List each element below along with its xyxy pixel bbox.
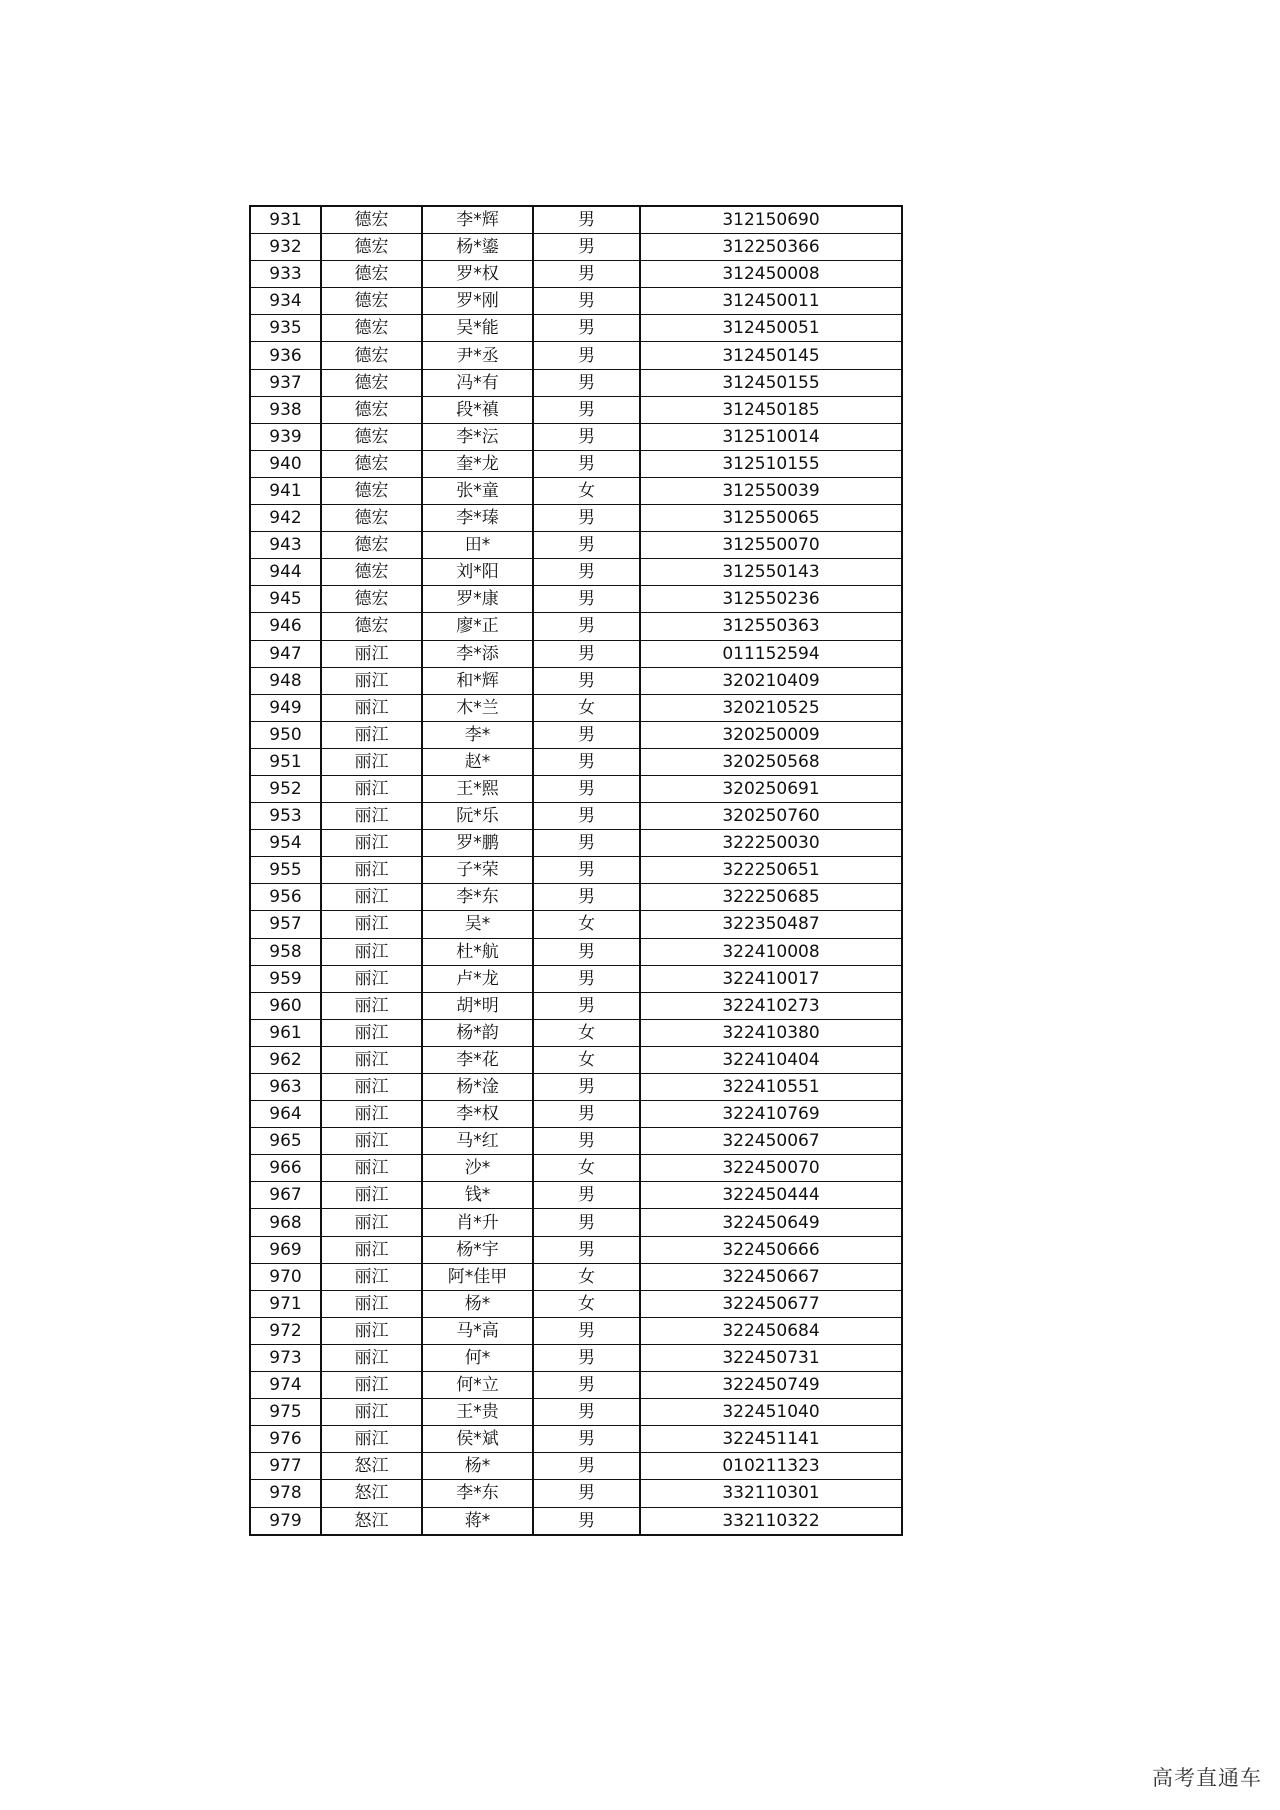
gender-cell: 男 (533, 559, 640, 586)
gender-cell: 男 (533, 1101, 640, 1128)
name-cell: 田* (422, 532, 533, 559)
table-row (250, 938, 902, 965)
name-cell: 蒋* (422, 1507, 533, 1535)
id-number-cell: 322250685 (640, 884, 902, 911)
name-cell: 钱* (422, 1182, 533, 1209)
gender-cell: 男 (533, 965, 640, 992)
id-number-cell: 312450051 (640, 315, 902, 342)
id-number-cell: 320210409 (640, 667, 902, 694)
name-cell: 肖*升 (422, 1209, 533, 1236)
table-row (250, 1155, 902, 1182)
id-number-cell: 312510155 (640, 450, 902, 477)
row-number-cell: 961 (250, 1019, 321, 1046)
gender-cell: 女 (533, 1019, 640, 1046)
gender-cell: 男 (533, 532, 640, 559)
id-number-cell: 322410769 (640, 1101, 902, 1128)
table-row (250, 396, 902, 423)
row-number-cell: 932 (250, 234, 321, 261)
name-cell: 胡*明 (422, 992, 533, 1019)
region-cell: 德宏 (321, 206, 422, 234)
table-row (250, 1317, 902, 1344)
watermark-text: 高考直通车 (1152, 1766, 1262, 1790)
table-row (250, 1453, 902, 1480)
row-number-cell: 937 (250, 369, 321, 396)
row-number-cell: 958 (250, 938, 321, 965)
gender-cell: 男 (533, 613, 640, 640)
name-cell: 和*辉 (422, 667, 533, 694)
region-cell: 丽江 (321, 1209, 422, 1236)
region-cell: 丽江 (321, 775, 422, 802)
table-row (250, 1101, 902, 1128)
region-cell: 怒江 (321, 1507, 422, 1535)
name-cell: 罗*刚 (422, 288, 533, 315)
name-cell: 罗*权 (422, 261, 533, 288)
id-number-cell: 322450749 (640, 1372, 902, 1399)
id-number-cell: 322451141 (640, 1426, 902, 1453)
gender-cell: 男 (533, 288, 640, 315)
gender-cell: 男 (533, 1344, 640, 1371)
region-cell: 丽江 (321, 1317, 422, 1344)
id-number-cell: 322451040 (640, 1399, 902, 1426)
row-number-cell: 940 (250, 450, 321, 477)
region-cell: 丽江 (321, 884, 422, 911)
name-cell: 冯*有 (422, 369, 533, 396)
region-cell: 丽江 (321, 1236, 422, 1263)
name-cell: 杜*航 (422, 938, 533, 965)
table-row (250, 315, 902, 342)
name-cell: 罗*鹏 (422, 830, 533, 857)
region-cell: 德宏 (321, 423, 422, 450)
table-row (250, 288, 902, 315)
gender-cell: 男 (533, 423, 640, 450)
id-number-cell: 322450649 (640, 1209, 902, 1236)
name-cell: 何* (422, 1344, 533, 1371)
name-cell: 杨*韵 (422, 1019, 533, 1046)
region-cell: 德宏 (321, 477, 422, 504)
row-number-cell: 947 (250, 640, 321, 667)
gender-cell: 男 (533, 450, 640, 477)
row-number-cell: 936 (250, 342, 321, 369)
id-number-cell: 312450145 (640, 342, 902, 369)
id-number-cell: 320250009 (640, 721, 902, 748)
name-cell: 子*荣 (422, 857, 533, 884)
gender-cell: 女 (533, 477, 640, 504)
row-number-cell: 946 (250, 613, 321, 640)
row-number-cell: 938 (250, 396, 321, 423)
region-cell: 丽江 (321, 1372, 422, 1399)
name-cell: 杨* (422, 1453, 533, 1480)
region-cell: 丽江 (321, 830, 422, 857)
name-cell: 卢*龙 (422, 965, 533, 992)
region-cell: 丽江 (321, 803, 422, 830)
id-number-cell: 322250030 (640, 830, 902, 857)
name-cell: 尹*丞 (422, 342, 533, 369)
region-cell: 丽江 (321, 1019, 422, 1046)
region-cell: 德宏 (321, 450, 422, 477)
id-number-cell: 322450067 (640, 1128, 902, 1155)
region-cell: 丽江 (321, 857, 422, 884)
region-cell: 丽江 (321, 1399, 422, 1426)
gender-cell: 男 (533, 505, 640, 532)
name-cell: 奎*龙 (422, 450, 533, 477)
table-row (250, 206, 902, 234)
gender-cell: 女 (533, 1046, 640, 1073)
table-row (250, 775, 902, 802)
gender-cell: 男 (533, 1480, 640, 1507)
roster-body (250, 206, 902, 1535)
table-row (250, 342, 902, 369)
gender-cell: 男 (533, 1317, 640, 1344)
region-cell: 丽江 (321, 1290, 422, 1317)
row-number-cell: 964 (250, 1101, 321, 1128)
row-number-cell: 971 (250, 1290, 321, 1317)
name-cell: 李* (422, 721, 533, 748)
row-number-cell: 939 (250, 423, 321, 450)
name-cell: 沙* (422, 1155, 533, 1182)
region-cell: 德宏 (321, 315, 422, 342)
gender-cell: 男 (533, 938, 640, 965)
id-number-cell: 320210525 (640, 694, 902, 721)
gender-cell: 男 (533, 342, 640, 369)
id-number-cell: 320250760 (640, 803, 902, 830)
table-row (250, 369, 902, 396)
region-cell: 丽江 (321, 1426, 422, 1453)
table-row (250, 1074, 902, 1101)
row-number-cell: 972 (250, 1317, 321, 1344)
name-cell: 李*东 (422, 884, 533, 911)
gender-cell: 男 (533, 315, 640, 342)
row-number-cell: 950 (250, 721, 321, 748)
row-number-cell: 963 (250, 1074, 321, 1101)
table-row (250, 1263, 902, 1290)
id-number-cell: 312550363 (640, 613, 902, 640)
table-row (250, 586, 902, 613)
id-number-cell: 312550143 (640, 559, 902, 586)
table-row (250, 748, 902, 775)
id-number-cell: 312150690 (640, 206, 902, 234)
id-number-cell: 322450444 (640, 1182, 902, 1209)
id-number-cell: 322450731 (640, 1344, 902, 1371)
id-number-cell: 011152594 (640, 640, 902, 667)
row-number-cell: 933 (250, 261, 321, 288)
table-row (250, 965, 902, 992)
student-roster-table (249, 205, 903, 1536)
gender-cell: 男 (533, 206, 640, 234)
gender-cell: 男 (533, 640, 640, 667)
table-row (250, 721, 902, 748)
region-cell: 丽江 (321, 667, 422, 694)
id-number-cell: 320250691 (640, 775, 902, 802)
region-cell: 丽江 (321, 748, 422, 775)
row-number-cell: 956 (250, 884, 321, 911)
id-number-cell: 322450666 (640, 1236, 902, 1263)
table-row (250, 1019, 902, 1046)
name-cell: 王*贵 (422, 1399, 533, 1426)
region-cell: 丽江 (321, 1182, 422, 1209)
table-row (250, 1426, 902, 1453)
name-cell: 木*兰 (422, 694, 533, 721)
gender-cell: 男 (533, 1453, 640, 1480)
name-cell: 李*沄 (422, 423, 533, 450)
name-cell: 李*瑧 (422, 505, 533, 532)
row-number-cell: 962 (250, 1046, 321, 1073)
id-number-cell: 322410404 (640, 1046, 902, 1073)
gender-cell: 女 (533, 1290, 640, 1317)
region-cell: 德宏 (321, 505, 422, 532)
table-row (250, 1182, 902, 1209)
gender-cell: 男 (533, 992, 640, 1019)
gender-cell: 男 (533, 721, 640, 748)
name-cell: 王*熙 (422, 775, 533, 802)
table-row (250, 532, 902, 559)
name-cell: 李*花 (422, 1046, 533, 1073)
row-number-cell: 945 (250, 586, 321, 613)
name-cell: 李*东 (422, 1480, 533, 1507)
id-number-cell: 322410380 (640, 1019, 902, 1046)
table-row (250, 1399, 902, 1426)
row-number-cell: 975 (250, 1399, 321, 1426)
gender-cell: 男 (533, 586, 640, 613)
gender-cell: 男 (533, 261, 640, 288)
region-cell: 德宏 (321, 342, 422, 369)
region-cell: 丽江 (321, 938, 422, 965)
region-cell: 德宏 (321, 261, 422, 288)
region-cell: 丽江 (321, 1155, 422, 1182)
name-cell: 侯*斌 (422, 1426, 533, 1453)
gender-cell: 男 (533, 857, 640, 884)
name-cell: 张*童 (422, 477, 533, 504)
name-cell: 廖*正 (422, 613, 533, 640)
row-number-cell: 977 (250, 1453, 321, 1480)
name-cell: 马*高 (422, 1317, 533, 1344)
table-row (250, 1507, 902, 1535)
gender-cell: 女 (533, 1155, 640, 1182)
gender-cell: 男 (533, 748, 640, 775)
id-number-cell: 332110322 (640, 1507, 902, 1535)
gender-cell: 男 (533, 1209, 640, 1236)
id-number-cell: 312450155 (640, 369, 902, 396)
name-cell: 吴* (422, 911, 533, 938)
gender-cell: 男 (533, 1236, 640, 1263)
table-row (250, 1046, 902, 1073)
region-cell: 丽江 (321, 721, 422, 748)
gender-cell: 男 (533, 1182, 640, 1209)
table-row (250, 1344, 902, 1371)
region-cell: 德宏 (321, 288, 422, 315)
row-number-cell: 973 (250, 1344, 321, 1371)
gender-cell: 女 (533, 911, 640, 938)
name-cell: 杨*淦 (422, 1074, 533, 1101)
region-cell: 怒江 (321, 1453, 422, 1480)
name-cell: 赵* (422, 748, 533, 775)
name-cell: 杨*鎏 (422, 234, 533, 261)
row-number-cell: 974 (250, 1372, 321, 1399)
region-cell: 丽江 (321, 965, 422, 992)
region-cell: 丽江 (321, 911, 422, 938)
name-cell: 杨*宇 (422, 1236, 533, 1263)
row-number-cell: 951 (250, 748, 321, 775)
id-number-cell: 322350487 (640, 911, 902, 938)
region-cell: 丽江 (321, 1046, 422, 1073)
name-cell: 阿*佳甲 (422, 1263, 533, 1290)
gender-cell: 男 (533, 1426, 640, 1453)
table-row (250, 1290, 902, 1317)
gender-cell: 男 (533, 1074, 640, 1101)
id-number-cell: 312550039 (640, 477, 902, 504)
region-cell: 德宏 (321, 234, 422, 261)
region-cell: 丽江 (321, 694, 422, 721)
row-number-cell: 935 (250, 315, 321, 342)
row-number-cell: 949 (250, 694, 321, 721)
table-row (250, 1209, 902, 1236)
id-number-cell: 312250366 (640, 234, 902, 261)
gender-cell: 女 (533, 1263, 640, 1290)
row-number-cell: 948 (250, 667, 321, 694)
row-number-cell: 942 (250, 505, 321, 532)
table-row (250, 1480, 902, 1507)
gender-cell: 男 (533, 1507, 640, 1535)
id-number-cell: 320250568 (640, 748, 902, 775)
id-number-cell: 322410017 (640, 965, 902, 992)
id-number-cell: 322450684 (640, 1317, 902, 1344)
row-number-cell: 969 (250, 1236, 321, 1263)
table-row (250, 1236, 902, 1263)
gender-cell: 男 (533, 369, 640, 396)
gender-cell: 男 (533, 775, 640, 802)
id-number-cell: 322450677 (640, 1290, 902, 1317)
region-cell: 德宏 (321, 532, 422, 559)
id-number-cell: 312510014 (640, 423, 902, 450)
gender-cell: 女 (533, 694, 640, 721)
gender-cell: 男 (533, 1128, 640, 1155)
gender-cell: 男 (533, 884, 640, 911)
row-number-cell: 965 (250, 1128, 321, 1155)
row-number-cell: 960 (250, 992, 321, 1019)
row-number-cell: 954 (250, 830, 321, 857)
table-row (250, 477, 902, 504)
id-number-cell: 322450070 (640, 1155, 902, 1182)
row-number-cell: 953 (250, 803, 321, 830)
name-cell: 李*辉 (422, 206, 533, 234)
region-cell: 德宏 (321, 559, 422, 586)
region-cell: 丽江 (321, 640, 422, 667)
region-cell: 丽江 (321, 1128, 422, 1155)
name-cell: 罗*康 (422, 586, 533, 613)
gender-cell: 男 (533, 667, 640, 694)
id-number-cell: 010211323 (640, 1453, 902, 1480)
id-number-cell: 332110301 (640, 1480, 902, 1507)
table-row (250, 667, 902, 694)
name-cell: 李*添 (422, 640, 533, 667)
name-cell: 何*立 (422, 1372, 533, 1399)
row-number-cell: 979 (250, 1507, 321, 1535)
table-row (250, 1372, 902, 1399)
id-number-cell: 322250651 (640, 857, 902, 884)
id-number-cell: 312450011 (640, 288, 902, 315)
row-number-cell: 966 (250, 1155, 321, 1182)
gender-cell: 男 (533, 803, 640, 830)
name-cell: 杨* (422, 1290, 533, 1317)
table-row (250, 234, 902, 261)
id-number-cell: 322450667 (640, 1263, 902, 1290)
region-cell: 德宏 (321, 586, 422, 613)
table-row (250, 857, 902, 884)
row-number-cell: 959 (250, 965, 321, 992)
row-number-cell: 970 (250, 1263, 321, 1290)
table-row (250, 423, 902, 450)
id-number-cell: 322410273 (640, 992, 902, 1019)
row-number-cell: 978 (250, 1480, 321, 1507)
table-row (250, 640, 902, 667)
row-number-cell: 957 (250, 911, 321, 938)
id-number-cell: 322410008 (640, 938, 902, 965)
table-row (250, 1128, 902, 1155)
table-row (250, 450, 902, 477)
table-row (250, 803, 902, 830)
region-cell: 德宏 (321, 396, 422, 423)
id-number-cell: 312550070 (640, 532, 902, 559)
table-row (250, 559, 902, 586)
name-cell: 马*红 (422, 1128, 533, 1155)
name-cell: 吴*能 (422, 315, 533, 342)
name-cell: 李*权 (422, 1101, 533, 1128)
region-cell: 丽江 (321, 1074, 422, 1101)
name-cell: 段*禛 (422, 396, 533, 423)
row-number-cell: 952 (250, 775, 321, 802)
gender-cell: 男 (533, 1399, 640, 1426)
region-cell: 怒江 (321, 1480, 422, 1507)
gender-cell: 男 (533, 1372, 640, 1399)
region-cell: 丽江 (321, 1344, 422, 1371)
row-number-cell: 931 (250, 206, 321, 234)
row-number-cell: 944 (250, 559, 321, 586)
table-row (250, 613, 902, 640)
row-number-cell: 976 (250, 1426, 321, 1453)
table-row (250, 830, 902, 857)
id-number-cell: 312550065 (640, 505, 902, 532)
table-row (250, 505, 902, 532)
table-row (250, 992, 902, 1019)
region-cell: 丽江 (321, 1101, 422, 1128)
table-row (250, 911, 902, 938)
row-number-cell: 941 (250, 477, 321, 504)
row-number-cell: 955 (250, 857, 321, 884)
id-number-cell: 312450008 (640, 261, 902, 288)
name-cell: 刘*阳 (422, 559, 533, 586)
gender-cell: 男 (533, 234, 640, 261)
id-number-cell: 322410551 (640, 1074, 902, 1101)
gender-cell: 男 (533, 830, 640, 857)
id-number-cell: 312550236 (640, 586, 902, 613)
name-cell: 阮*乐 (422, 803, 533, 830)
region-cell: 德宏 (321, 613, 422, 640)
row-number-cell: 943 (250, 532, 321, 559)
row-number-cell: 967 (250, 1182, 321, 1209)
table-row (250, 884, 902, 911)
region-cell: 丽江 (321, 992, 422, 1019)
row-number-cell: 968 (250, 1209, 321, 1236)
region-cell: 丽江 (321, 1263, 422, 1290)
table-row (250, 261, 902, 288)
region-cell: 德宏 (321, 369, 422, 396)
gender-cell: 男 (533, 396, 640, 423)
row-number-cell: 934 (250, 288, 321, 315)
id-number-cell: 312450185 (640, 396, 902, 423)
table-row (250, 694, 902, 721)
